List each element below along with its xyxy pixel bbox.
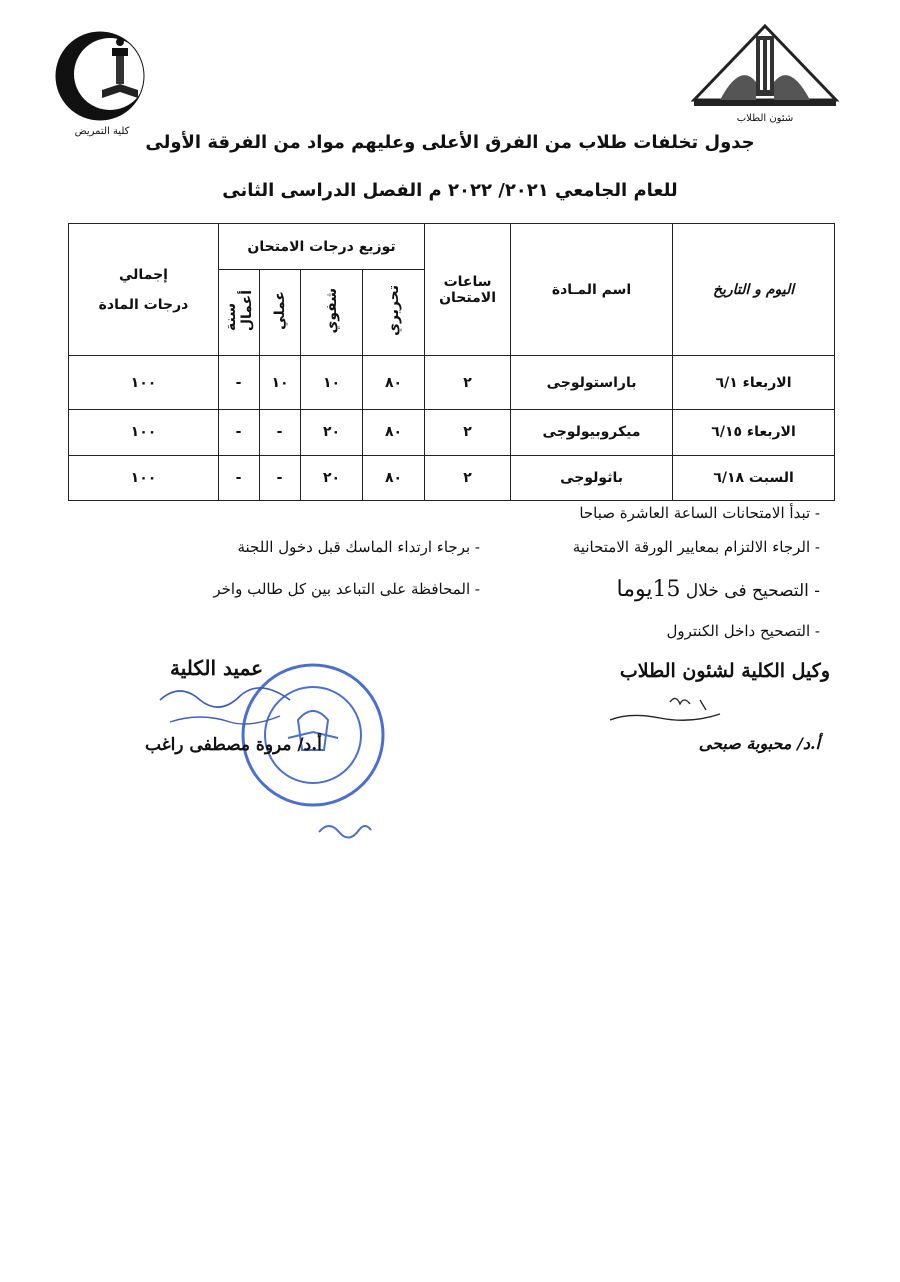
- header-written: تحريري: [363, 270, 425, 356]
- header-oral: شفوي: [301, 270, 363, 356]
- row-hours: ٢: [425, 409, 511, 455]
- header-exam-hours-line2: الامتحان: [439, 289, 496, 306]
- row-practical: -: [260, 409, 301, 455]
- row-total: ١٠٠: [69, 455, 219, 500]
- dean-title: عميد الكلية: [170, 656, 264, 680]
- row-hours: ٢: [425, 455, 511, 500]
- header-total-grades: [69, 224, 219, 356]
- row-coursework: -: [219, 356, 260, 409]
- note-correction-period: - التصحيح فى خلال 15يوما: [616, 577, 820, 602]
- table-row: [69, 409, 835, 455]
- header-coursework: أعمالسنة: [219, 270, 260, 356]
- document-title: جدول تخلفات طلاب من الفرق الأعلى وعليهم مواد من الفرقة الأولى: [145, 132, 755, 153]
- nursing-faculty-logo: [52, 28, 148, 138]
- row-written: ٨٠: [363, 455, 425, 500]
- row-subject: باثولوجى: [511, 455, 673, 500]
- row-written: ٨٠: [363, 409, 425, 455]
- stamp-mark: [315, 814, 375, 844]
- dean-signature: [150, 670, 300, 740]
- row-coursework: -: [219, 409, 260, 455]
- row-written: ٨٠: [363, 356, 425, 409]
- row-total: ١٠٠: [69, 409, 219, 455]
- student-affairs-caption: شئون الطلاب: [736, 113, 794, 124]
- row-subject: ميكروبيولوجى: [511, 409, 673, 455]
- row-total: ١٠٠: [69, 356, 219, 409]
- header-practical: عملي: [260, 270, 301, 356]
- header-total-line2: درجات المادة: [98, 296, 189, 313]
- vice-dean-title: وكيل الكلية لشئون الطلاب: [619, 660, 830, 682]
- note-correction-location: - التصحيح داخل الكنترول: [666, 622, 820, 640]
- table-row: [69, 455, 835, 500]
- header-exam-hours: [425, 224, 511, 356]
- row-date: السبت ٦/١٨: [673, 455, 835, 500]
- row-oral: ١٠: [301, 356, 363, 409]
- dean-name: أ.د/ مروة مصطفى راغب: [145, 735, 322, 755]
- vice-dean-signature: [600, 690, 730, 730]
- exam-schedule-table: [68, 223, 835, 501]
- row-date: الاربعاء ٦/١٥: [673, 409, 835, 455]
- note-exam-start-time: - تبدأ الامتحانات الساعة العاشرة صباحا: [579, 504, 820, 522]
- document-subtitle: للعام الجامعي ٢٠٢١/ ٢٠٢٢ م الفصل الدراسى الثانى: [222, 180, 678, 201]
- header-total-line1: إجمالي: [119, 266, 168, 283]
- note-social-distance: - المحافظة على التباعد بين كل طالب واخر: [213, 580, 480, 598]
- row-hours: ٢: [425, 356, 511, 409]
- vice-dean-name: أ.د/ محبوبة صبحى: [698, 734, 820, 753]
- nursing-faculty-caption: كلية التمريض: [74, 126, 130, 137]
- row-oral: ٢٠: [301, 455, 363, 500]
- header-date: اليوم و التاريخ: [673, 224, 835, 356]
- table-row: [69, 356, 835, 409]
- benha-university-logo: [690, 22, 840, 112]
- row-oral: ٢٠: [301, 409, 363, 455]
- row-practical: ١٠: [260, 356, 301, 409]
- row-coursework: -: [219, 455, 260, 500]
- row-subject: باراستولوجى: [511, 356, 673, 409]
- header-exam-hours-line1: ساعات: [443, 273, 492, 290]
- note-paper-standards: - الرجاء الالتزام بمعايير الورقة الامتحانية: [572, 538, 820, 556]
- header-grade-distribution: توزيع درجات الامتحان: [219, 224, 425, 270]
- row-date: الاربعاء ٦/١: [673, 356, 835, 409]
- row-practical: -: [260, 455, 301, 500]
- note-wear-mask: - برجاء ارتداء الماسك قبل دخول اللجنة: [237, 538, 480, 556]
- header-subject: اسم المـادة: [511, 224, 673, 356]
